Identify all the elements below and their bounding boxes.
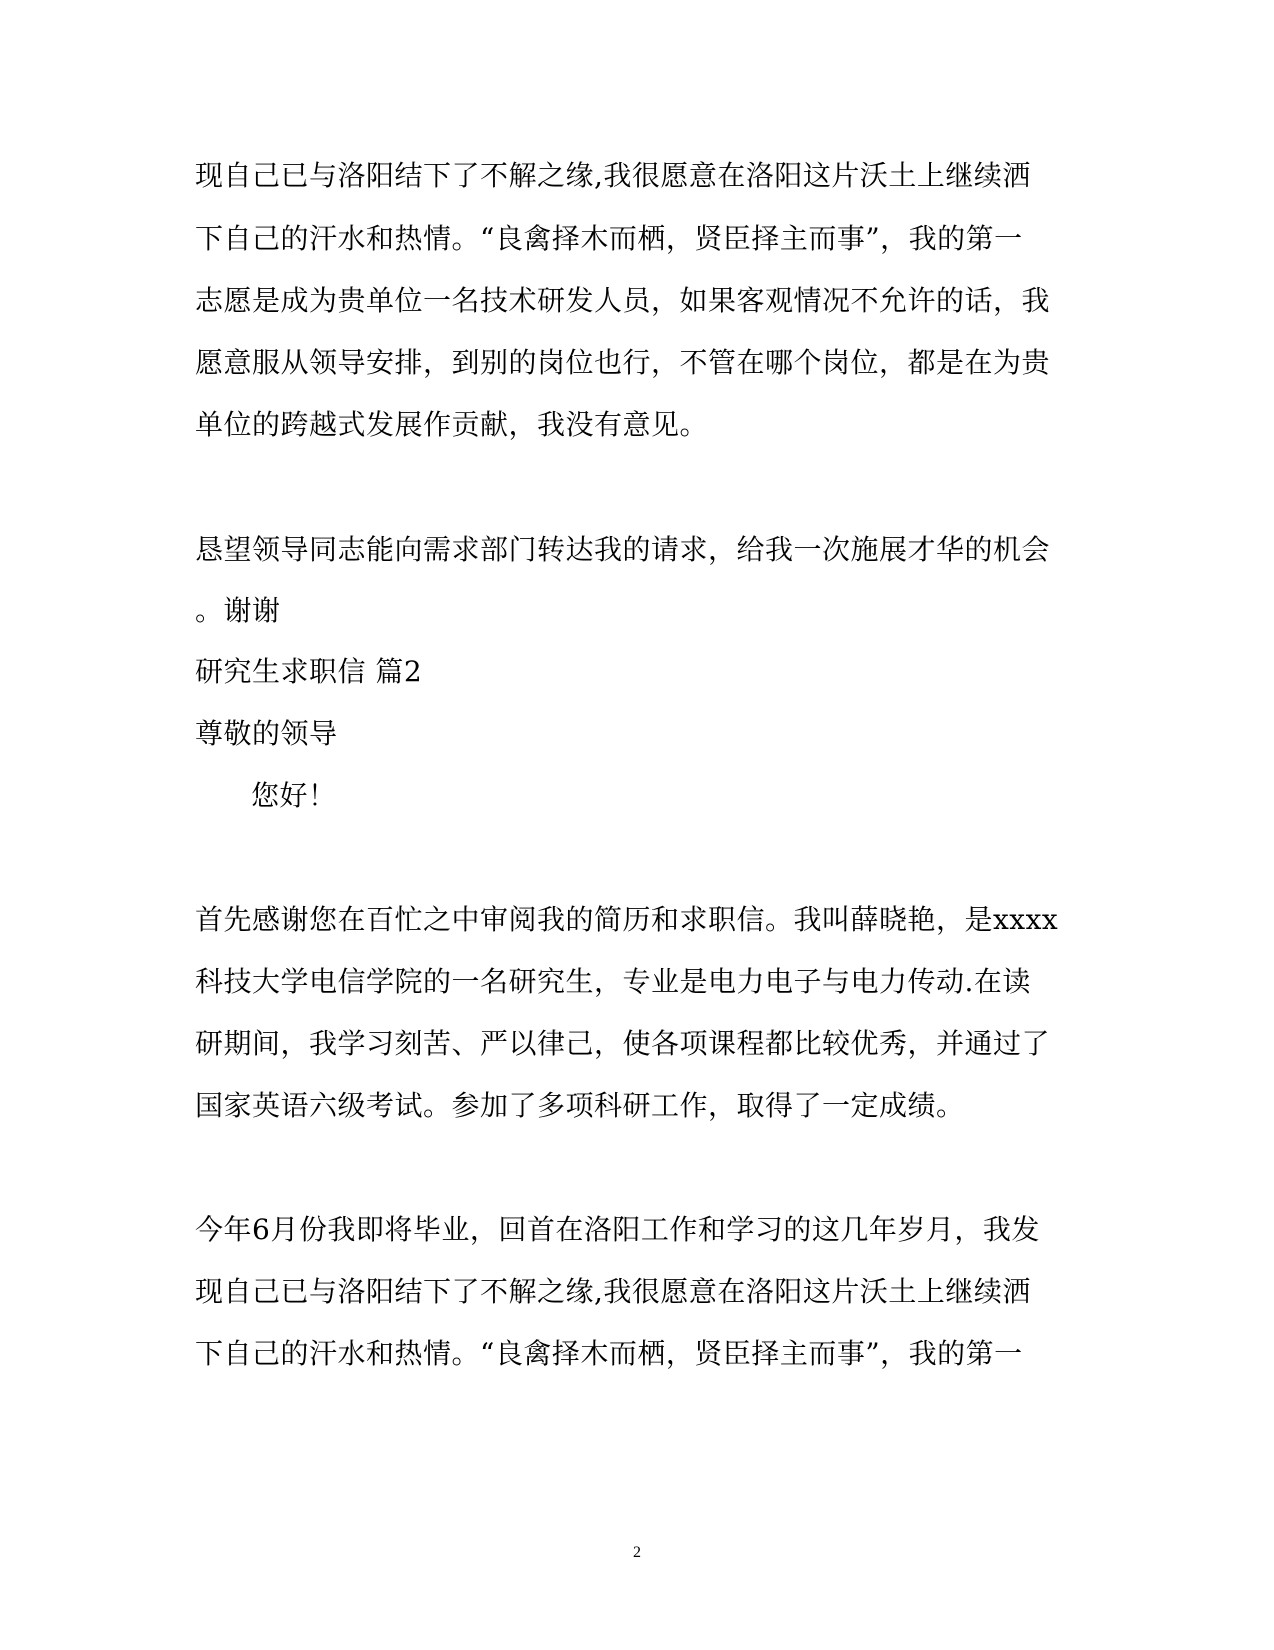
paragraph-line: 国家英语六级考试。参加了多项科研工作，取得了一定成绩。 [195,1089,965,1122]
section-heading: 研究生求职信 篇2 [195,655,423,688]
greeting: 您好！ [251,779,337,812]
paragraph-line: 。谢谢 [195,594,281,627]
paragraph-line: 恳望领导同志能向需求部门转达我的请求，给我一次施展才华的机会 [195,533,1051,566]
paragraph-line: 研期间，我学习刻苦、严以律己，使各项课程都比较优秀，并通过了 [195,1027,1051,1060]
paragraph-line: 愿意服从领导安排，到别的岗位也行，不管在哪个岗位，都是在为贵 [195,346,1051,379]
paragraph-line: 下自己的汗水和热情。“良禽择木而栖，贤臣择主而事”，我的第一 [195,222,1023,255]
paragraph-line: 单位的跨越式发展作贡献，我没有意见。 [195,408,709,441]
paragraph-line: 现自己已与洛阳结下了不解之缘,我很愿意在洛阳这片沃土上继续洒 [195,159,1031,192]
salutation: 尊敬的领导 [195,717,338,750]
page-number: 2 [633,1544,641,1561]
paragraph-line: 科技大学电信学院的一名研究生，专业是电力电子与电力传动.在读 [195,965,1031,998]
paragraph-line: 现自己已与洛阳结下了不解之缘,我很愿意在洛阳这片沃土上继续洒 [195,1275,1031,1308]
paragraph-line: 志愿是成为贵单位一名技术研发人员，如果客观情况不允许的话，我 [195,284,1051,317]
paragraph-line: 下自己的汗水和热情。“良禽择木而栖，贤臣择主而事”，我的第一 [195,1337,1023,1370]
paragraph-line: 首先感谢您在百忙之中审阅我的简历和求职信。我叫薛晓艳，是xxxx [195,903,1059,936]
paragraph-line: 今年6月份我即将毕业，回首在洛阳工作和学习的这几年岁月，我发 [195,1213,1040,1246]
